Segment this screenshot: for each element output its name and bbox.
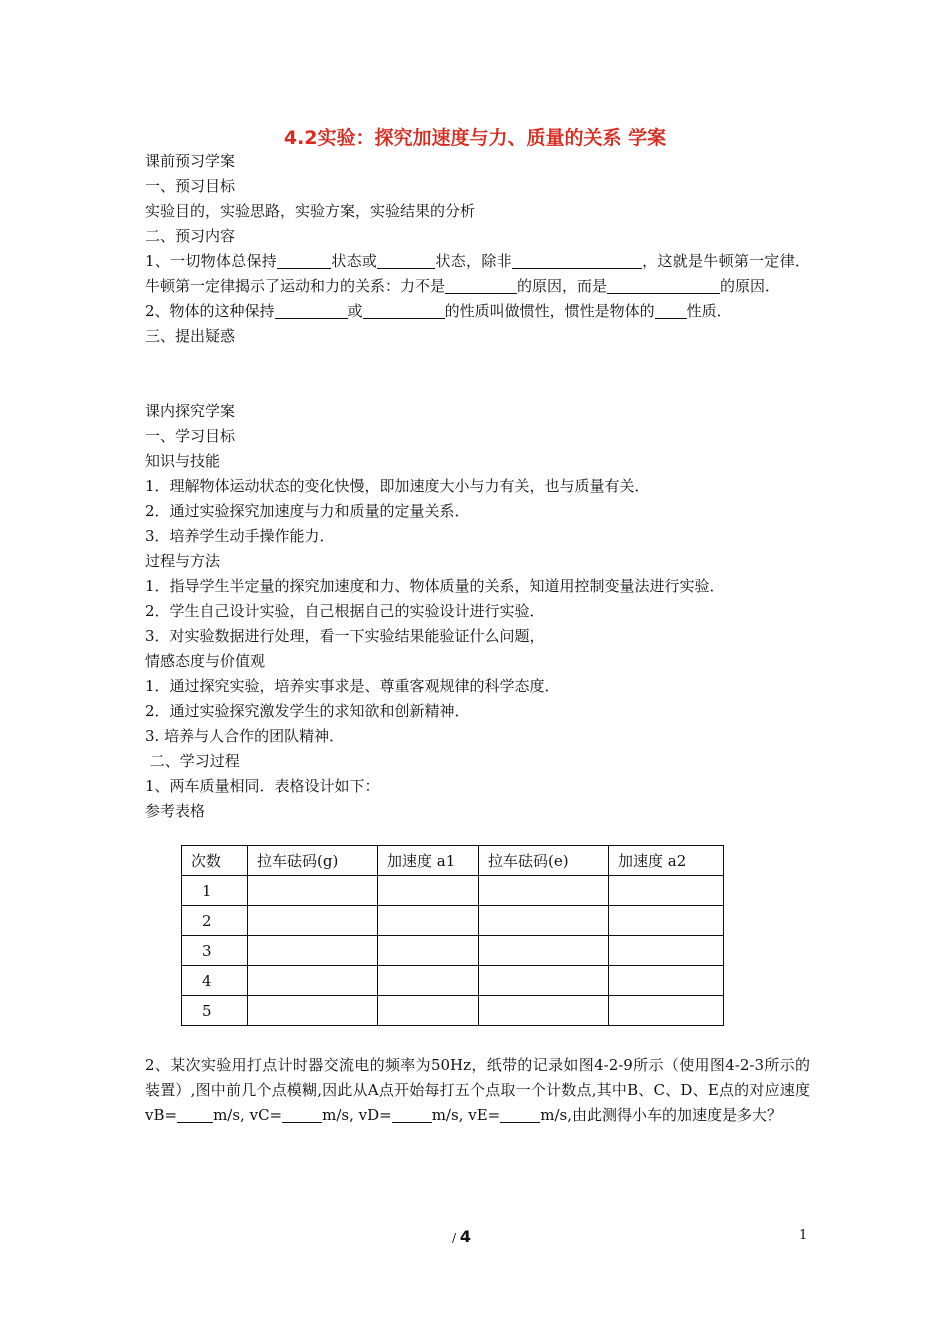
table-cell[interactable] — [479, 906, 609, 936]
inclass-goal-heading: 一、学习目标 — [145, 427, 236, 445]
pre-question-1: 1、一切物体总保持 状态或 状态，除非 ，这就是牛顿第一定律．牛顿第一定律揭示了运动和力的关系：力不是 的原因，而是 的原因． — [145, 252, 810, 295]
row-number: 3 — [182, 936, 248, 966]
pre-content-heading: 二、预习内容 — [145, 227, 236, 245]
list-item: 1．指导学生半定量的探究加速度和力、物体质量的关系，知道用控制变量法进行实验． — [145, 577, 725, 595]
table-cell[interactable] — [378, 906, 479, 936]
table-cell[interactable] — [479, 966, 609, 996]
pre-goal-heading: 一、预习目标 — [145, 177, 236, 195]
table-row — [182, 936, 724, 966]
answer-blank[interactable] — [392, 1105, 432, 1123]
row-number: 2 — [182, 906, 248, 936]
pre-heading: 课前预习学案 — [145, 152, 236, 170]
pre-question-2: 2、物体的这种保持 或 的性质叫做惯性，惯性是物体的 性质． — [145, 302, 732, 320]
table-row — [182, 966, 724, 996]
table-cell[interactable] — [248, 876, 378, 906]
table-title: 参考表格 — [145, 802, 206, 820]
reference-table — [181, 845, 724, 1026]
table-cell[interactable] — [378, 876, 479, 906]
process-heading: 过程与方法 — [145, 552, 221, 570]
answer-blank[interactable] — [277, 251, 331, 269]
item-2: 2、某次实验用打点计时器交流电的频率为50Hz，纸带的记录如图4-2-9所示（使用图4-2-3所示的装置）,图中前几个点模糊,因此从A点开始每打五个点取一个计数点,其中B、C、D、E点的对应速度 vB= m/s, vC= m/s, vD= m/s, vE= m/s,由此测得小车的加速度是多大？ — [145, 1056, 810, 1124]
table-cell[interactable] — [378, 966, 479, 996]
table-cell[interactable] — [248, 936, 378, 966]
answer-blank[interactable] — [655, 301, 687, 319]
table-cell[interactable] — [248, 906, 378, 936]
inclass-heading: 课内探究学案 — [145, 402, 236, 420]
answer-blank[interactable] — [607, 276, 720, 294]
table-cell[interactable] — [609, 936, 724, 966]
list-item: 3. 培养与人合作的团队精神． — [145, 727, 345, 745]
list-item: 3．对实验数据进行处理，看一下实验结果能验证什么问题， — [145, 627, 545, 645]
table-cell[interactable] — [378, 996, 479, 1026]
answer-blank[interactable] — [177, 1105, 213, 1123]
table-cell[interactable] — [479, 996, 609, 1026]
list-item: 2．通过实验探究激发学生的求知欲和创新精神． — [145, 702, 470, 720]
row-number: 5 — [182, 996, 248, 1026]
item-1: 1、两车质量相同．表格设计如下： — [145, 777, 380, 795]
table-cell[interactable] — [479, 936, 609, 966]
spacer — [145, 374, 810, 399]
table-header-cell: 加速度 a2 — [609, 846, 724, 876]
table-cell[interactable] — [378, 936, 479, 966]
table-row — [182, 876, 724, 906]
answer-blank[interactable] — [282, 1105, 322, 1123]
answer-blank[interactable] — [363, 301, 445, 319]
table-cell[interactable] — [609, 966, 724, 996]
answer-blank[interactable] — [445, 276, 517, 294]
table-header-cell: 拉车砝码(e) — [479, 846, 609, 876]
answer-blank[interactable] — [500, 1105, 540, 1123]
table-row — [182, 996, 724, 1026]
table-header-cell: 加速度 a1 — [378, 846, 479, 876]
page-title: 4.2实验：探究加速度与力、质量的关系 学案 — [283, 127, 667, 149]
list-item: 2．学生自己设计实验，自己根据自己的实验设计进行实验． — [145, 602, 545, 620]
page-number: 1 — [799, 1228, 808, 1243]
list-item: 1．理解物体运动状态的变化快慢，即加速度大小与力有关，也与质量有关． — [145, 477, 650, 495]
table-header-cell: 次数 — [182, 846, 248, 876]
answer-blank[interactable] — [377, 251, 435, 269]
table-cell[interactable] — [248, 996, 378, 1026]
pre-goal-text: 实验目的，实验思路，实验方案，实验结果的分析 — [145, 202, 476, 220]
row-number: 1 — [182, 876, 248, 906]
table-cell[interactable] — [248, 966, 378, 996]
knowledge-heading: 知识与技能 — [145, 452, 221, 470]
list-item: 2．通过实验探究加速度与力和质量的定量关系． — [145, 502, 470, 520]
table-cell[interactable] — [479, 876, 609, 906]
table-cell[interactable] — [609, 876, 724, 906]
body-text — [145, 149, 810, 824]
list-item: 1．通过探究实验，培养实事求是、尊重客观规律的科学态度． — [145, 677, 560, 695]
attitude-heading: 情感态度与价值观 — [145, 652, 266, 670]
page-total: / 4 — [452, 1227, 471, 1246]
table-header-cell: 拉车砝码(g) — [248, 846, 378, 876]
table-header-row — [182, 846, 724, 876]
list-item: 3．培养学生动手操作能力． — [145, 527, 335, 545]
pre-doubt-heading: 三、提出疑惑 — [145, 327, 236, 345]
answer-blank[interactable] — [512, 251, 642, 269]
row-number: 4 — [182, 966, 248, 996]
process2-heading: 二、学习过程 — [145, 752, 240, 770]
answer-blank[interactable] — [275, 301, 348, 319]
table-cell[interactable] — [609, 906, 724, 936]
table-row — [182, 906, 724, 936]
table-cell[interactable] — [609, 996, 724, 1026]
